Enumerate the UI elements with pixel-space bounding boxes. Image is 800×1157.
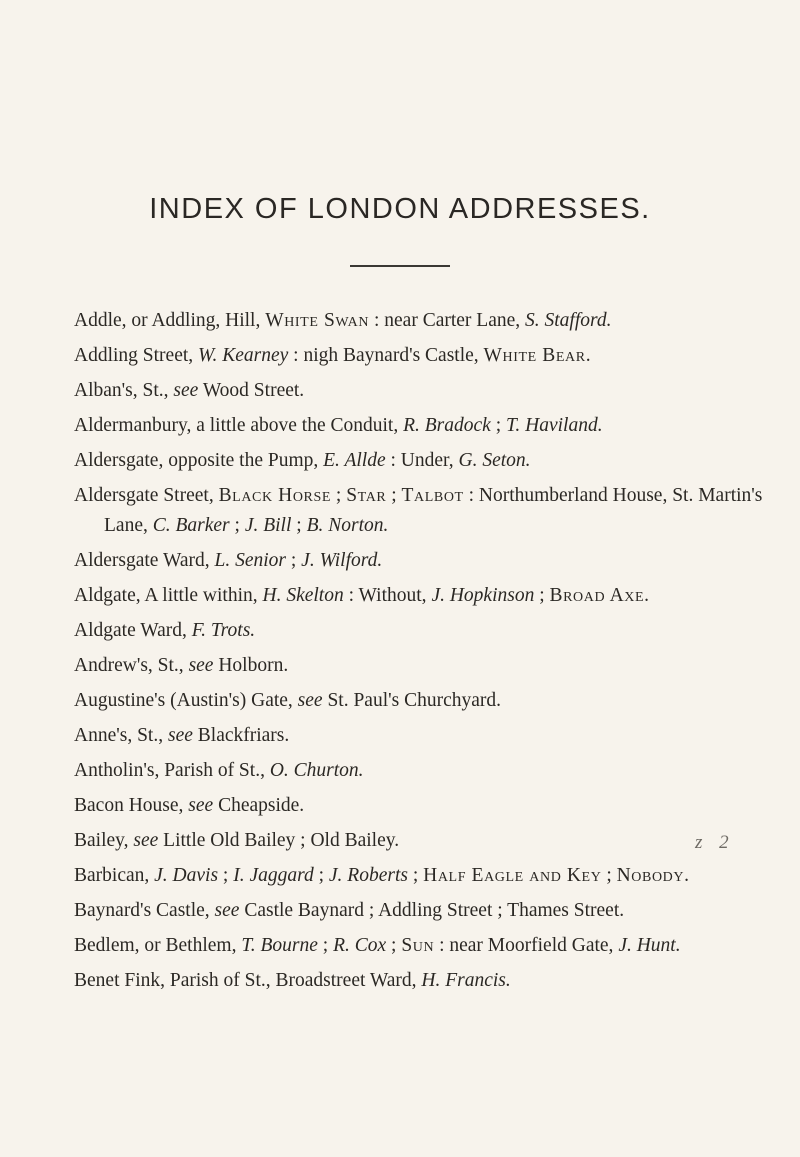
index-entry: Aldgate, A little within, H. Skelton : Without, J. Hopkinson ; Broad Axe.: [74, 585, 650, 606]
index-entry: Bailey, see Little Old Bailey ; Old Bailey.: [74, 830, 400, 851]
index-entry: Augustine's (Austin's) Gate, see St. Paul's Churchyard.: [74, 690, 502, 711]
signature-mark: z 2: [695, 832, 735, 853]
index-entry: Bedlem, or Bethlem, T. Bourne ; R. Cox ; Sun : near Moorfield Gate, J. Hunt.: [74, 935, 681, 956]
index-entry: Bacon House, see Cheapside.: [74, 795, 305, 816]
index-entry: Aldersgate Ward, L. Senior ; J. Wilford.: [74, 550, 383, 571]
index-entries: [74, 306, 774, 1001]
index-entry: Andrew's, St., see Holborn.: [74, 655, 289, 676]
index-entry: Aldermanbury, a little above the Conduit, R. Bradock ; T. Haviland.: [74, 415, 603, 436]
index-entry: Aldgate Ward, F. Trots.: [74, 620, 256, 641]
index-entry: Baynard's Castle, see Castle Baynard ; Addling Street ; Thames Street.: [74, 900, 625, 921]
index-entry: Addling Street, W. Kearney : nigh Baynard's Castle, White Bear.: [74, 345, 592, 366]
index-entry: Anne's, St., see Blackfriars.: [74, 725, 290, 746]
index-entry: Aldersgate, opposite the Pump, E. Allde : Under, G. Seton.: [74, 450, 531, 471]
index-entry: Alban's, St., see Wood Street.: [74, 380, 305, 401]
index-entry: Antholin's, Parish of St., O. Churton.: [74, 760, 364, 781]
page-title: INDEX OF LONDON ADDRESSES.: [149, 193, 651, 225]
index-entry: Aldersgate Street, Black Horse ; Star ; Talbot : Northumberland House, St. Martin's Lane, C. Barker ; J. Bill ; B. Norton.: [74, 485, 763, 536]
index-entry: Barbican, J. Davis ; I. Jaggard ; J. Roberts ; Half Eagle and Key ; Nobody.: [74, 865, 690, 886]
title-rule: [350, 265, 450, 267]
index-entry: Benet Fink, Parish of St., Broadstreet Ward, H. Francis.: [74, 970, 511, 991]
index-entry: Addle, or Addling, Hill, White Swan : near Carter Lane, S. Stafford.: [74, 310, 612, 331]
